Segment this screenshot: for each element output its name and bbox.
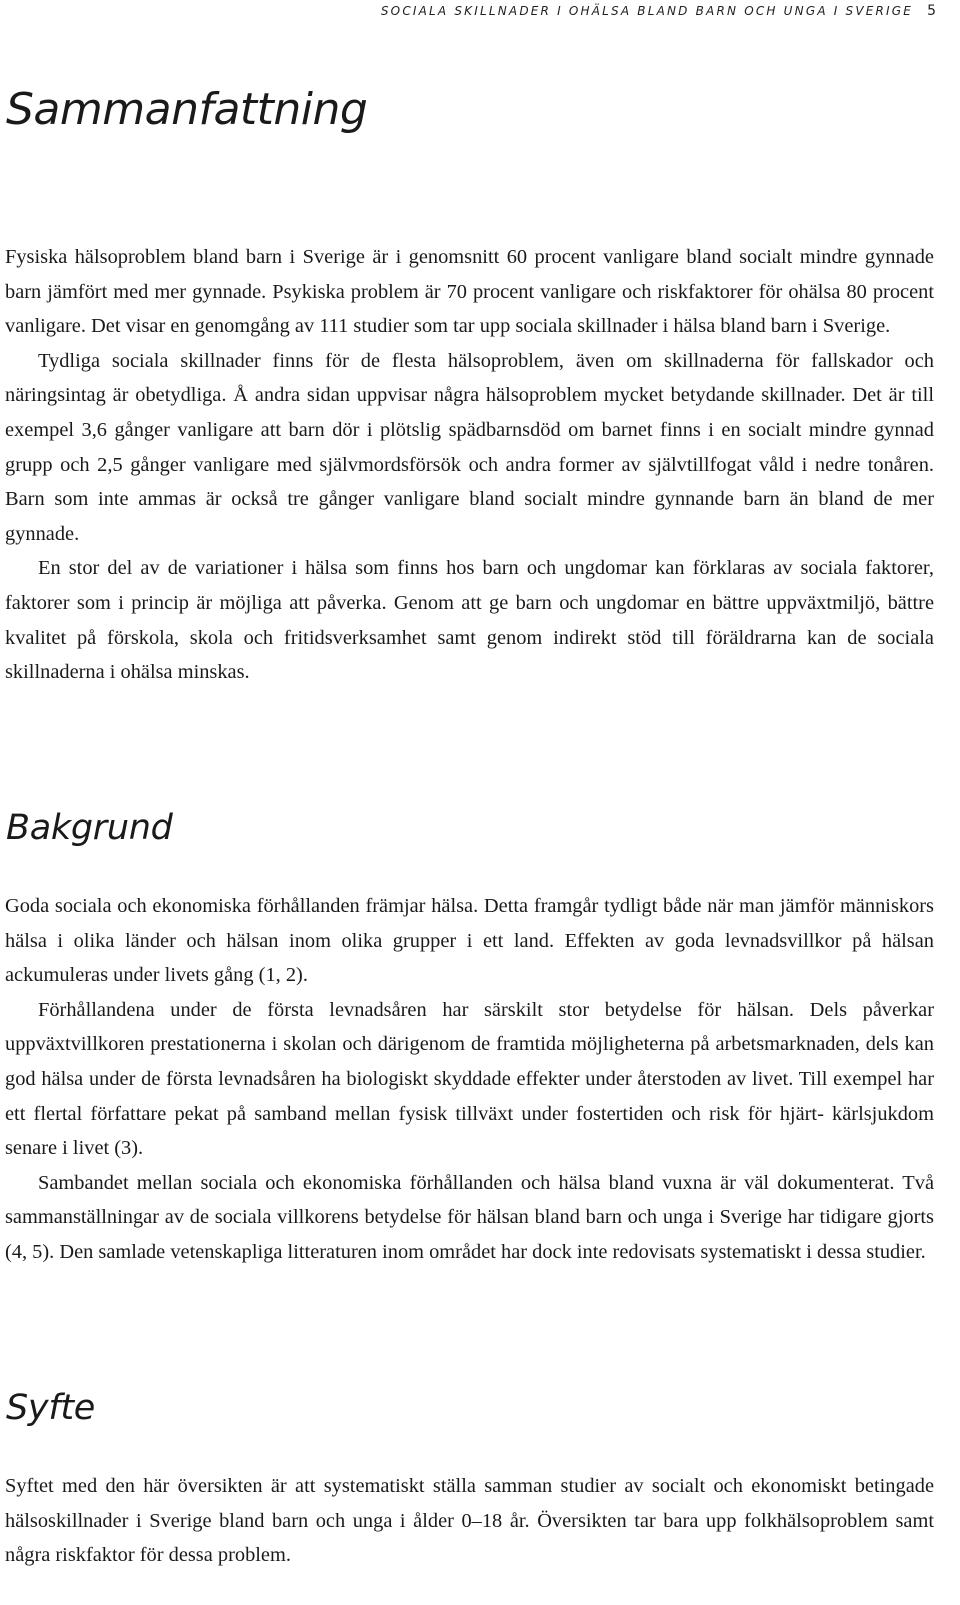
summary-heading: Sammanfattning	[6, 84, 368, 135]
background-heading: Bakgrund	[6, 808, 173, 848]
summary-paragraph-3: En stor del av de variationer i hälsa som finns hos barn och ungdomar kan förklaras av sociala faktorer, faktorer som i princip är möjliga att påverka. Genom att ge barn och ungdomar en bättre uppväxtmiljö, bättre kvalitet på förskola, skola och fritidsverksamhet samt genom indirekt stöd till föräldrarna kan de sociala skillnaderna i ohälsa minskas.	[5, 557, 934, 684]
summary-body	[5, 240, 934, 690]
summary-paragraph-2: Tydliga sociala skillnader finns för de flesta hälsoproblem, även om skillnaderna för fallskador och näringsintag är obetydliga. Å andra sidan uppvisar några hälsoproblem mycket betydande skillnader. Det är till exempel 3,6 gånger vanligare att barn dör i plötslig spädbarnsdöd om barnet finns i en socialt mindre gynnad grupp och 2,5 gånger vanligare med självmordsförsök och andra former av självtillfogat våld i nedre tonåren. Barn som inte ammas är också tre gånger vanligare bland socialt mindre gynnande barn än bland de mer gynnade.	[5, 349, 934, 545]
purpose-heading: Syfte	[6, 1388, 96, 1428]
background-body	[5, 889, 934, 1270]
running-title: SOCIALA SKILLNADER I OHÄLSA BLAND BARN OCH UNGA I SVERIGE	[380, 4, 914, 18]
background-paragraph-3: Sambandet mellan sociala och ekonomiska förhållanden och hälsa bland vuxna är väl dokumenterat. Två sammanställningar av de sociala villkorens betydelse för hälsan bland barn och unga i Sverige har tidigare gjorts (4, 5). Den samlade vetenskapliga litteraturen inom området har dock inte redovisats systematiskt i dessa studier.	[5, 1171, 934, 1263]
purpose-body	[5, 1469, 934, 1573]
summary-paragraph-1: Fysiska hälsoproblem bland barn i Sverige är i genomsnitt 60 procent vanligare bland socialt mindre gynnade barn jämfört med mer gynnade. Psykiska problem är 70 procent vanligare och riskfaktorer för ohälsa 80 procent vanligare. Det visar en genomgång av 111 studier som tar upp sociala skillnader i hälsa bland barn i Sverige.	[5, 246, 934, 338]
background-paragraph-2: Förhållandena under de första levnadsåren har särskilt stor betydelse för hälsan. Dels påverkar uppväxtvillkoren prestationerna i skolan och därigenom de framtida möjligheterna på arbetsmarknaden, dels kan god hälsa under de första levnadsåren ha biologiskt skyddade effekter under återstoden av livet. Till exempel har ett flertal författare pekat på samband mellan fysisk tillväxt under fostertiden och risk för hjärt- kärlsjukdom senare i livet (3).	[5, 998, 934, 1160]
page-number: 5	[927, 3, 936, 19]
purpose-paragraph-1: Syftet med den här översikten är att systematiskt ställa samman studier av socialt och ekonomiskt betingade hälsoskillnader i Sverige bland barn och unga i ålder 0–18 år. Översikten tar bara upp folkhälsoproblem samt några riskfaktor för dessa problem.	[5, 1475, 934, 1567]
background-paragraph-1: Goda sociala och ekonomiska förhållanden främjar hälsa. Detta framgår tydligt både när man jämför människors hälsa i olika länder och hälsan inom olika grupper i ett land. Effekten av goda levnadsvillkor på hälsan ackumuleras under livets gång (1, 2).	[5, 895, 934, 987]
running-header	[0, 0, 936, 22]
